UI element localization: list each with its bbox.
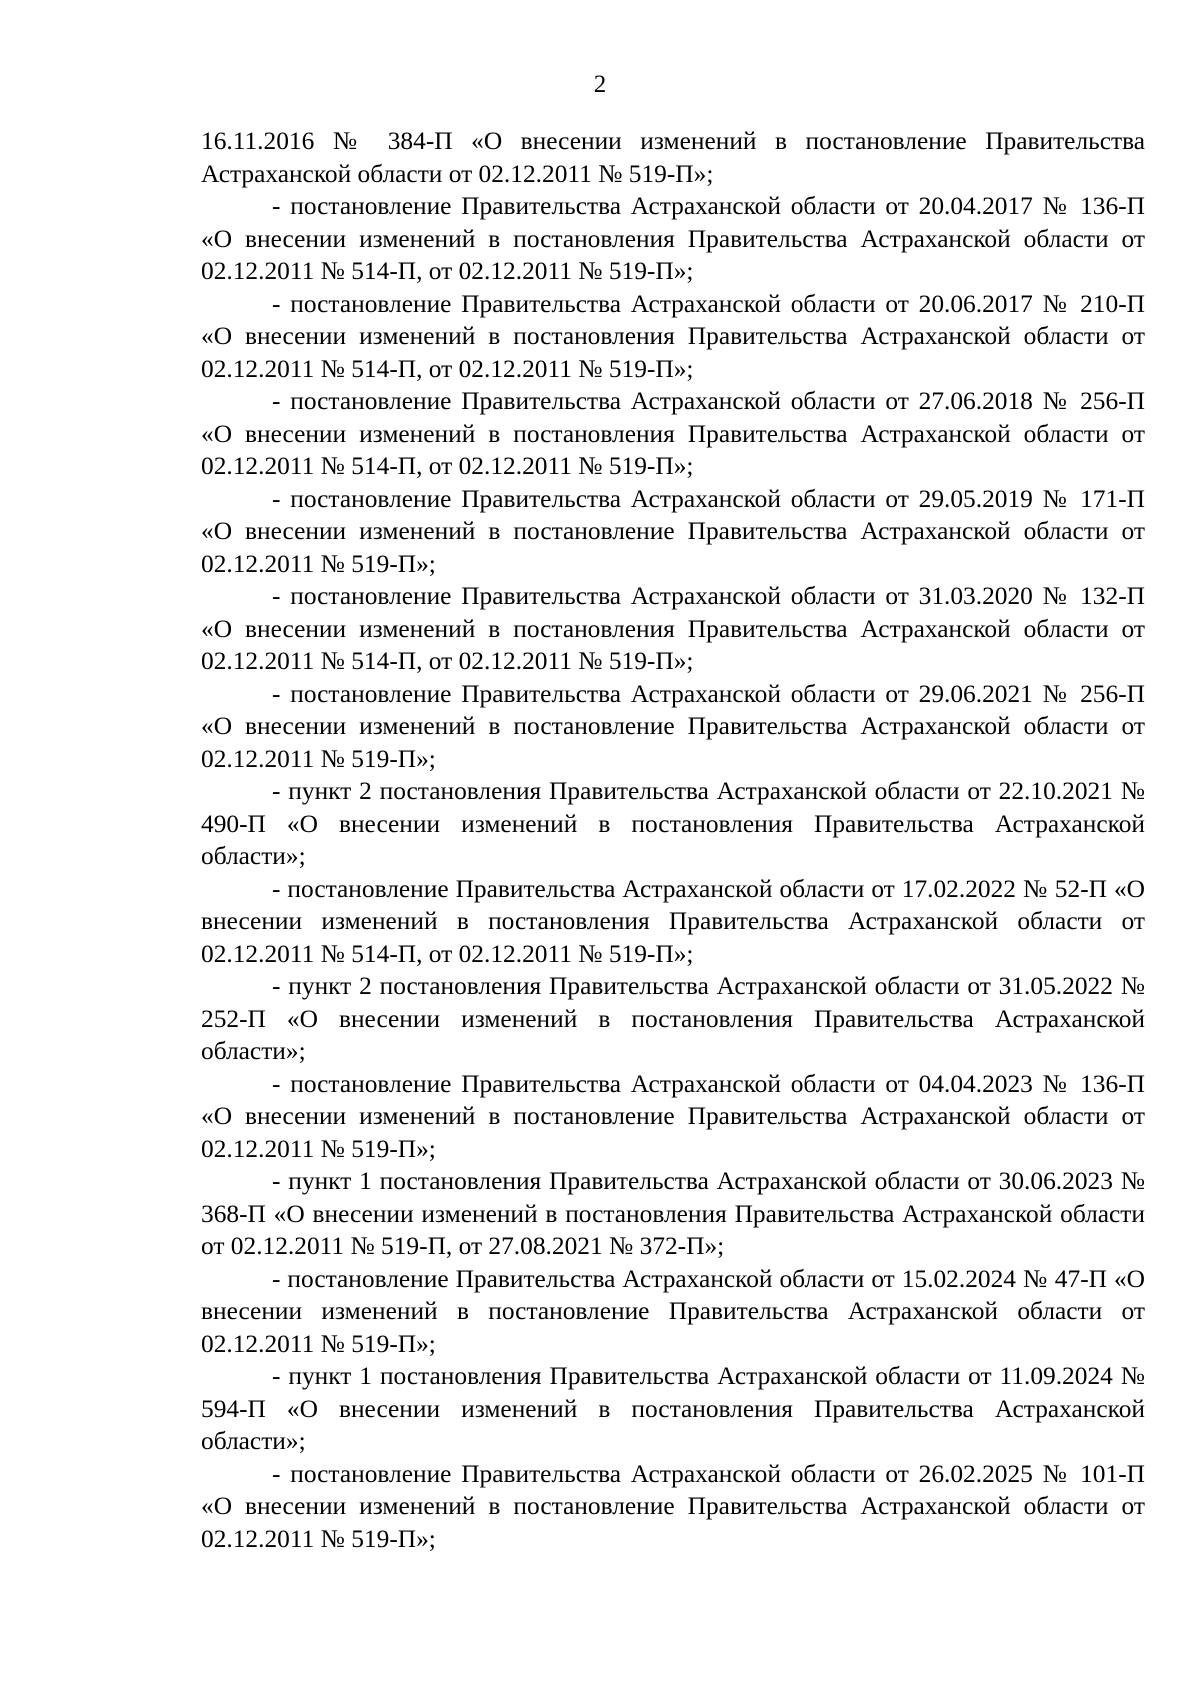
paragraph-continuation: 16.11.2016 № 384-П «О внесении изменений в постановление Правительства Астраханской области от 02.12.2011 № 519-П»; — [201, 127, 1145, 188]
page-number: 2 — [593, 71, 607, 98]
list-item: - постановление Правительства Астраханской области от 20.04.2017 № 136-П «О внесении изменений в постановления Правительства Астраханской области от 02.12.2011 № 514-П, от 02.12.2011 № 519-П»; — [201, 192, 1145, 285]
list-item: - пункт 1 постановления Правительства Астраханской области от 11.09.2024 № 594-П «О внесении изменений в постановления Правительства Астраханской области»; — [201, 1362, 1145, 1455]
list-item: - пункт 1 постановления Правительства Астраханской области от 30.06.2023 № 368-П «О внесении изменений в постановления Правительства Астраханской области от 02.12.2011 № 519-П, от 27.08.2021 № 372-П»; — [201, 1167, 1145, 1260]
list-item: - постановление Правительства Астраханской области от 29.06.2021 № 256-П «О внесении изменений в постановление Правительства Астраханской области от 02.12.2011 № 519-П»; — [201, 679, 1145, 773]
list-item: - постановление Правительства Астраханской области от 29.05.2019 № 171-П «О внесении изменений в постановление Правительства Астраханской области от 02.12.2011 № 519-П»; — [201, 484, 1145, 578]
list-item: - постановление Правительства Астраханской области от 27.06.2018 № 256-П «О внесении изменений в постановления Правительства Астраханской области от 02.12.2011 № 514-П, от 02.12.2011 № 519-П»; — [201, 387, 1145, 480]
document-body — [201, 125, 1145, 1555]
list-item: - постановление Правительства Астраханской области от 31.03.2020 № 132-П «О внесении изменений в постановления Правительства Астраханской области от 02.12.2011 № 514-П, от 02.12.2011 № 519-П»; — [201, 582, 1145, 675]
list-item: - пункт 2 постановления Правительства Астраханской области от 22.10.2021 № 490-П «О внесении изменений в постановления Правительства Астраханской области»; — [201, 777, 1145, 870]
list-item: - постановление Правительства Астраханской области от 26.02.2025 № 101-П «О внесении изменений в постановление Правительства Астраханской области от 02.12.2011 № 519-П»; — [201, 1459, 1145, 1553]
list-item: - постановление Правительства Астраханской области от 04.04.2023 № 136-П «О внесении изменений в постановление Правительства Астраханской области от 02.12.2011 № 519-П»; — [201, 1069, 1145, 1163]
list-item: - постановление Правительства Астраханской области от 17.02.2022 № 52-П «О внесении изменений в постановления Правительства Астраханской области от 02.12.2011 № 514-П, от 02.12.2011 № 519-П»; — [201, 874, 1145, 968]
list-item: - пункт 2 постановления Правительства Астраханской области от 31.05.2022 № 252-П «О внесении изменений в постановления Правительства Астраханской области»; — [201, 972, 1145, 1065]
list-item: - постановление Правительства Астраханской области от 20.06.2017 № 210-П «О внесении изменений в постановления Правительства Астраханской области от 02.12.2011 № 514-П, от 02.12.2011 № 519-П»; — [201, 289, 1145, 383]
list-item: - постановление Правительства Астраханской области от 15.02.2024 № 47-П «О внесении изменений в постановление Правительства Астраханской области от 02.12.2011 № 519-П»; — [201, 1264, 1145, 1358]
